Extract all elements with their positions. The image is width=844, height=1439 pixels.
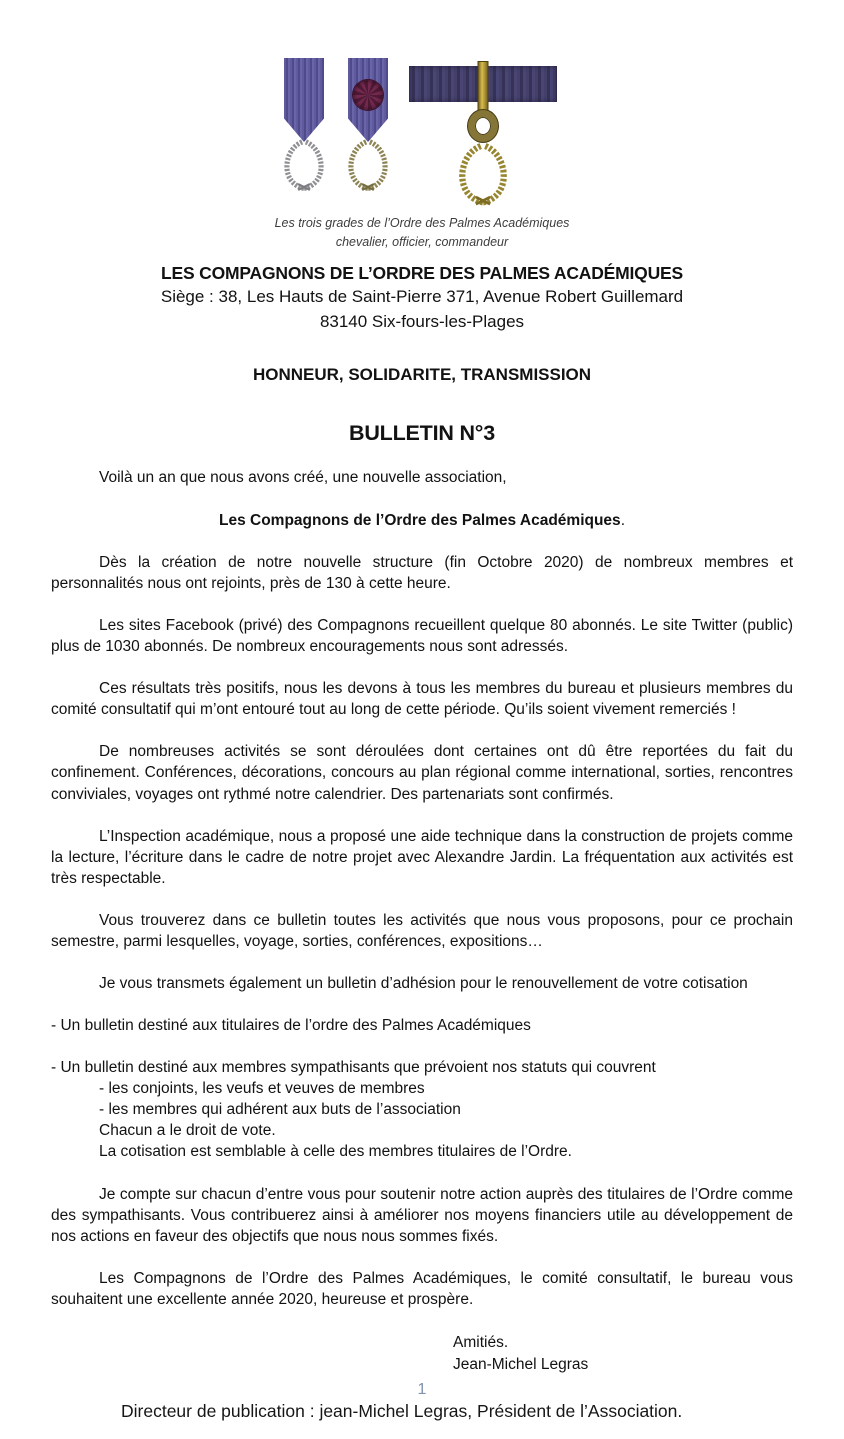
sub-item-adherents: - les membres qui adhérent aux buts de l’association (99, 1101, 461, 1119)
chevalier-medal-image (281, 58, 327, 206)
medals-row (51, 58, 793, 208)
bulletin-title: BULLETIN N°3 (349, 420, 495, 445)
sub-item-conjoints: - les conjoints, les veufs et veuves de membres (99, 1080, 425, 1098)
chevalier-ribbon (284, 58, 324, 142)
paragraph-voeux: Les Compagnons de l’Ordre des Palmes Académiques, le comité consultatif, le bureau vous souhaitent une excellente année 2020, heureuse et prospère. (51, 1269, 793, 1308)
paragraph-inspection: L’Inspection académique, nous a proposé une aide technique dans la construction de projets comme la lecture, l’écriture dans le cadre de notre projet avec Alexandre Jardin. La fréquentation aux activités est très respectable. (51, 827, 793, 887)
association-name-line (51, 510, 793, 531)
association-name: Les Compagnons de l’Ordre des Palmes Académiques (218, 511, 621, 529)
organization-title: LES COMPAGNONS DE L’ORDRE DES PALMES ACADÉMIQUES (161, 262, 683, 283)
figure-caption-line2: chevalier, officier, commandeur (335, 235, 509, 250)
bulletin-item-sympathisants: - Un bulletin destiné aux membres sympathisants que prévoient nos statuts qui couvrent (51, 1059, 656, 1077)
closing-signature: Jean-Michel Legras (453, 1356, 589, 1374)
chevalier-wreath-icon (282, 134, 326, 196)
commandeur-ring (468, 110, 498, 142)
officier-medal-image (345, 58, 391, 206)
address-line2: 83140 Six-fours-les-Plages (319, 312, 525, 332)
officier-wreath-icon (346, 134, 390, 196)
paragraph-thanks: Ces résultats très positifs, nous les devons à tous les membres du bureau et plusieurs membres du comité consultatif qui m’ont entouré tout au long de cette période. Qu’ils soient vivement remerciés ! (51, 680, 793, 719)
figure-caption (51, 214, 793, 253)
association-name-period: . (620, 511, 625, 529)
paragraph-creation: Dès la création de notre nouvelle structure (fin Octobre 2020) de nombreux membres et personnalités nous ont rejoints, près de 130 à cette heure. (51, 553, 793, 592)
address-line1: Siège : 38, Les Hauts de Saint-Pierre 371, Avenue Robert Guillemard (160, 286, 684, 306)
sub-item-vote: Chacun a le droit de vote. (99, 1122, 276, 1140)
figure-caption-line1: Les trois grades de l’Ordre des Palmes Académiques (274, 216, 570, 230)
commandeur-medal-image (403, 58, 563, 208)
medals-figure (51, 58, 793, 253)
paragraph-activities: De nombreuses activités se sont déroulées dont certaines ont dû être reportées du fait du confinement. Conférences, décorations, concours au plan régional comme international, sorties, rencontres conviviales, voyages ont rythmé notre calendrier. Des partenariats sont confirmés. (51, 743, 793, 803)
commandeur-strap (479, 62, 488, 112)
officier-rosette (353, 80, 383, 110)
motto-line: HONNEUR, SOLIDARITE, TRANSMISSION (252, 364, 592, 384)
paragraph-intro: Voilà un an que nous avons créé, une nouvelle association, (99, 468, 507, 486)
commandeur-wreath-icon (455, 142, 511, 206)
paragraph-program: Vous trouverez dans ce bulletin toutes les activités que nous vous proposons, pour ce prochain semestre, parmi lesquelles, voyage, sorties, conférences, expositions… (51, 911, 793, 950)
closing-salutation: Amitiés. (453, 1333, 509, 1351)
page-number: 1 (417, 1380, 427, 1398)
closing-block (453, 1332, 793, 1377)
paragraph-adhesion: Je vous transmets également un bulletin d’adhésion pour le renouvellement de votre cotisation (99, 975, 748, 992)
publisher-line: Directeur de publication : jean-Michel Legras, Président de l’Association. (121, 1400, 683, 1421)
sub-item-cotisation: La cotisation est semblable à celle des membres titulaires de l’Ordre. (99, 1143, 572, 1161)
letter-body (51, 467, 793, 1310)
paragraph-soutien: Je compte sur chacun d’entre vous pour soutenir notre action auprès des titulaires de l’Ordre comme des sympathisants. Vous contribuerez ainsi à améliorer nos moyens financiers utile au développement de nos actions en faveur des objectifs que nous nous sommes fixés. (51, 1185, 793, 1245)
paragraph-social-media: Les sites Facebook (privé) des Compagnons recueillent quelque 80 abonnés. Le site Twitter (public) plus de 1030 abonnés. De nombreux encouragements nous sont adressés. (51, 617, 793, 656)
bulletin-item-titulaires: - Un bulletin destiné aux titulaires de l’ordre des Palmes Académiques (51, 1017, 531, 1035)
